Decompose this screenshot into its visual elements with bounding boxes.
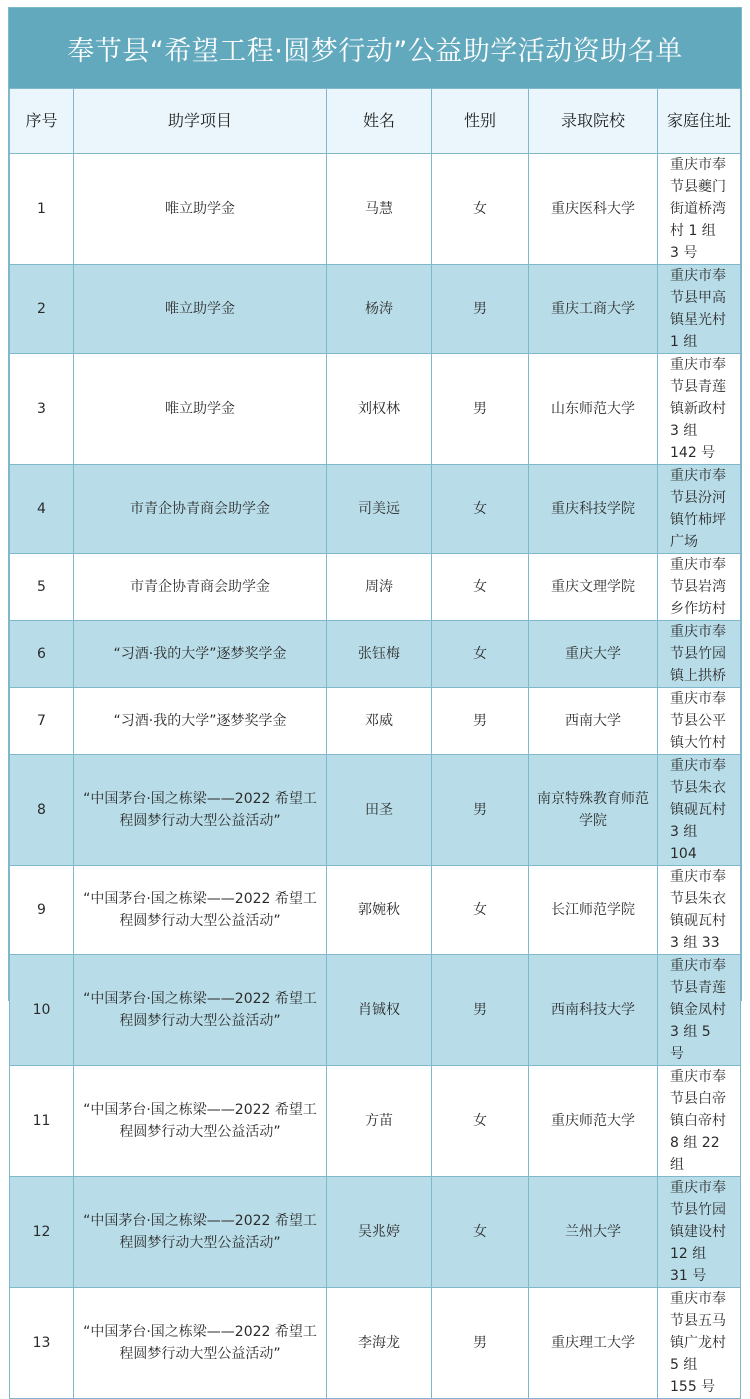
cell-name: 郭婉秋	[327, 866, 432, 955]
cell-sex: 男	[432, 688, 529, 755]
cell-program: 唯立助学金	[74, 354, 327, 465]
funding-list-table	[9, 88, 741, 1399]
cell-program: “中国茅台·国之栋梁——2022 希望工程圆梦行动大型公益活动”	[74, 866, 327, 955]
cell-address: 重庆市奉节县朱衣镇砚瓦村 3 组 104	[658, 755, 741, 866]
cell-address: 重庆市奉节县夔门街道桥湾村 1 组 3 号	[658, 154, 741, 265]
header-program: 助学项目	[74, 89, 327, 154]
cell-sex: 男	[432, 354, 529, 465]
cell-address: 重庆市奉节县竹园镇建设村 12 组 31 号	[658, 1177, 741, 1288]
cell-seq: 11	[10, 1066, 74, 1177]
cell-program: “中国茅台·国之栋梁——2022 希望工程圆梦行动大型公益活动”	[74, 1177, 327, 1288]
cell-sex: 女	[432, 1066, 529, 1177]
cell-seq: 2	[10, 265, 74, 354]
cell-address: 重庆市奉节县朱衣镇砚瓦村 3 组 33	[658, 866, 741, 955]
cell-sex: 女	[432, 866, 529, 955]
table-header-row	[10, 89, 741, 154]
header-address: 家庭住址	[658, 89, 741, 154]
cell-program: 唯立助学金	[74, 154, 327, 265]
cell-name: 刘权林	[327, 354, 432, 465]
cell-school: 兰州大学	[529, 1177, 658, 1288]
cell-school: 重庆师范大学	[529, 1066, 658, 1177]
cell-address: 重庆市奉节县青莲镇金凤村 3 组 5 号	[658, 955, 741, 1066]
cell-seq: 7	[10, 688, 74, 755]
cell-school: 重庆医科大学	[529, 154, 658, 265]
cell-program: “中国茅台·国之栋梁——2022 希望工程圆梦行动大型公益活动”	[74, 955, 327, 1066]
cell-address: 重庆市奉节县青莲镇新政村 3 组 142 号	[658, 354, 741, 465]
table-row	[10, 265, 741, 354]
cell-program: 市青企协青商会助学金	[74, 554, 327, 621]
header-name: 姓名	[327, 89, 432, 154]
header-school: 录取院校	[529, 89, 658, 154]
table-row	[10, 621, 741, 688]
table-row	[10, 354, 741, 465]
table-row	[10, 755, 741, 866]
cell-seq: 9	[10, 866, 74, 955]
cell-school: 重庆理工大学	[529, 1288, 658, 1399]
table-row	[10, 154, 741, 265]
table-row	[10, 465, 741, 554]
document-page	[8, 7, 742, 1395]
cell-sex: 男	[432, 955, 529, 1066]
cell-name: 李海龙	[327, 1288, 432, 1399]
cell-school: 西南科技大学	[529, 955, 658, 1066]
cell-address: 重庆市奉节县竹园镇上拱桥	[658, 621, 741, 688]
cell-address: 重庆市奉节县白帝镇白帝村 8 组 22 组	[658, 1066, 741, 1177]
cell-name: 张钰梅	[327, 621, 432, 688]
table-row	[10, 955, 741, 1066]
cell-name: 肖铖权	[327, 955, 432, 1066]
cell-school: 山东师范大学	[529, 354, 658, 465]
cell-program: 唯立助学金	[74, 265, 327, 354]
cell-seq: 13	[10, 1288, 74, 1399]
cell-seq: 12	[10, 1177, 74, 1288]
title-banner	[9, 8, 741, 88]
cell-name: 杨涛	[327, 265, 432, 354]
header-sex: 性别	[432, 89, 529, 154]
cell-school: 重庆大学	[529, 621, 658, 688]
cell-name: 邓威	[327, 688, 432, 755]
table-row	[10, 866, 741, 955]
cell-program: “习酒·我的大学”逐梦奖学金	[74, 688, 327, 755]
cell-school: 长江师范学院	[529, 866, 658, 955]
cell-seq: 3	[10, 354, 74, 465]
cell-program: 市青企协青商会助学金	[74, 465, 327, 554]
cell-name: 田圣	[327, 755, 432, 866]
cell-sex: 男	[432, 755, 529, 866]
table-row	[10, 554, 741, 621]
cell-seq: 6	[10, 621, 74, 688]
cell-name: 司美远	[327, 465, 432, 554]
cell-seq: 1	[10, 154, 74, 265]
cell-address: 重庆市奉节县公平镇大竹村	[658, 688, 741, 755]
cell-sex: 男	[432, 1288, 529, 1399]
cell-seq: 8	[10, 755, 74, 866]
cell-address: 重庆市奉节县五马镇广龙村 5 组 155 号	[658, 1288, 741, 1399]
cell-name: 周涛	[327, 554, 432, 621]
table-row	[10, 1177, 741, 1288]
cell-seq: 5	[10, 554, 74, 621]
cell-address: 重庆市奉节县岩湾乡作坊村	[658, 554, 741, 621]
cell-school: 西南大学	[529, 688, 658, 755]
cell-sex: 女	[432, 554, 529, 621]
cell-sex: 女	[432, 465, 529, 554]
cell-name: 马慧	[327, 154, 432, 265]
document-title: 奉节县“希望工程·圆梦行动”公益助学活动资助名单	[67, 35, 683, 67]
cell-school: 重庆文理学院	[529, 554, 658, 621]
cell-school: 重庆工商大学	[529, 265, 658, 354]
cell-seq: 4	[10, 465, 74, 554]
cell-school: 南京特殊教育师范学院	[529, 755, 658, 866]
table-row	[10, 688, 741, 755]
cell-sex: 男	[432, 265, 529, 354]
cell-program: “习酒·我的大学”逐梦奖学金	[74, 621, 327, 688]
cell-address: 重庆市奉节县汾河镇竹柿坪广场	[658, 465, 741, 554]
cell-program: “中国茅台·国之栋梁——2022 希望工程圆梦行动大型公益活动”	[74, 755, 327, 866]
cell-name: 方苗	[327, 1066, 432, 1177]
table-row	[10, 1066, 741, 1177]
cell-sex: 女	[432, 154, 529, 265]
header-seq: 序号	[10, 89, 74, 154]
cell-seq: 10	[10, 955, 74, 1066]
cell-school: 重庆科技学院	[529, 465, 658, 554]
cell-address: 重庆市奉节县甲高镇星光村 1 组	[658, 265, 741, 354]
cell-program: “中国茅台·国之栋梁——2022 希望工程圆梦行动大型公益活动”	[74, 1288, 327, 1399]
cell-name: 吴兆婷	[327, 1177, 432, 1288]
cell-sex: 女	[432, 621, 529, 688]
cell-program: “中国茅台·国之栋梁——2022 希望工程圆梦行动大型公益活动”	[74, 1066, 327, 1177]
cell-sex: 女	[432, 1177, 529, 1288]
table-row	[10, 1288, 741, 1399]
